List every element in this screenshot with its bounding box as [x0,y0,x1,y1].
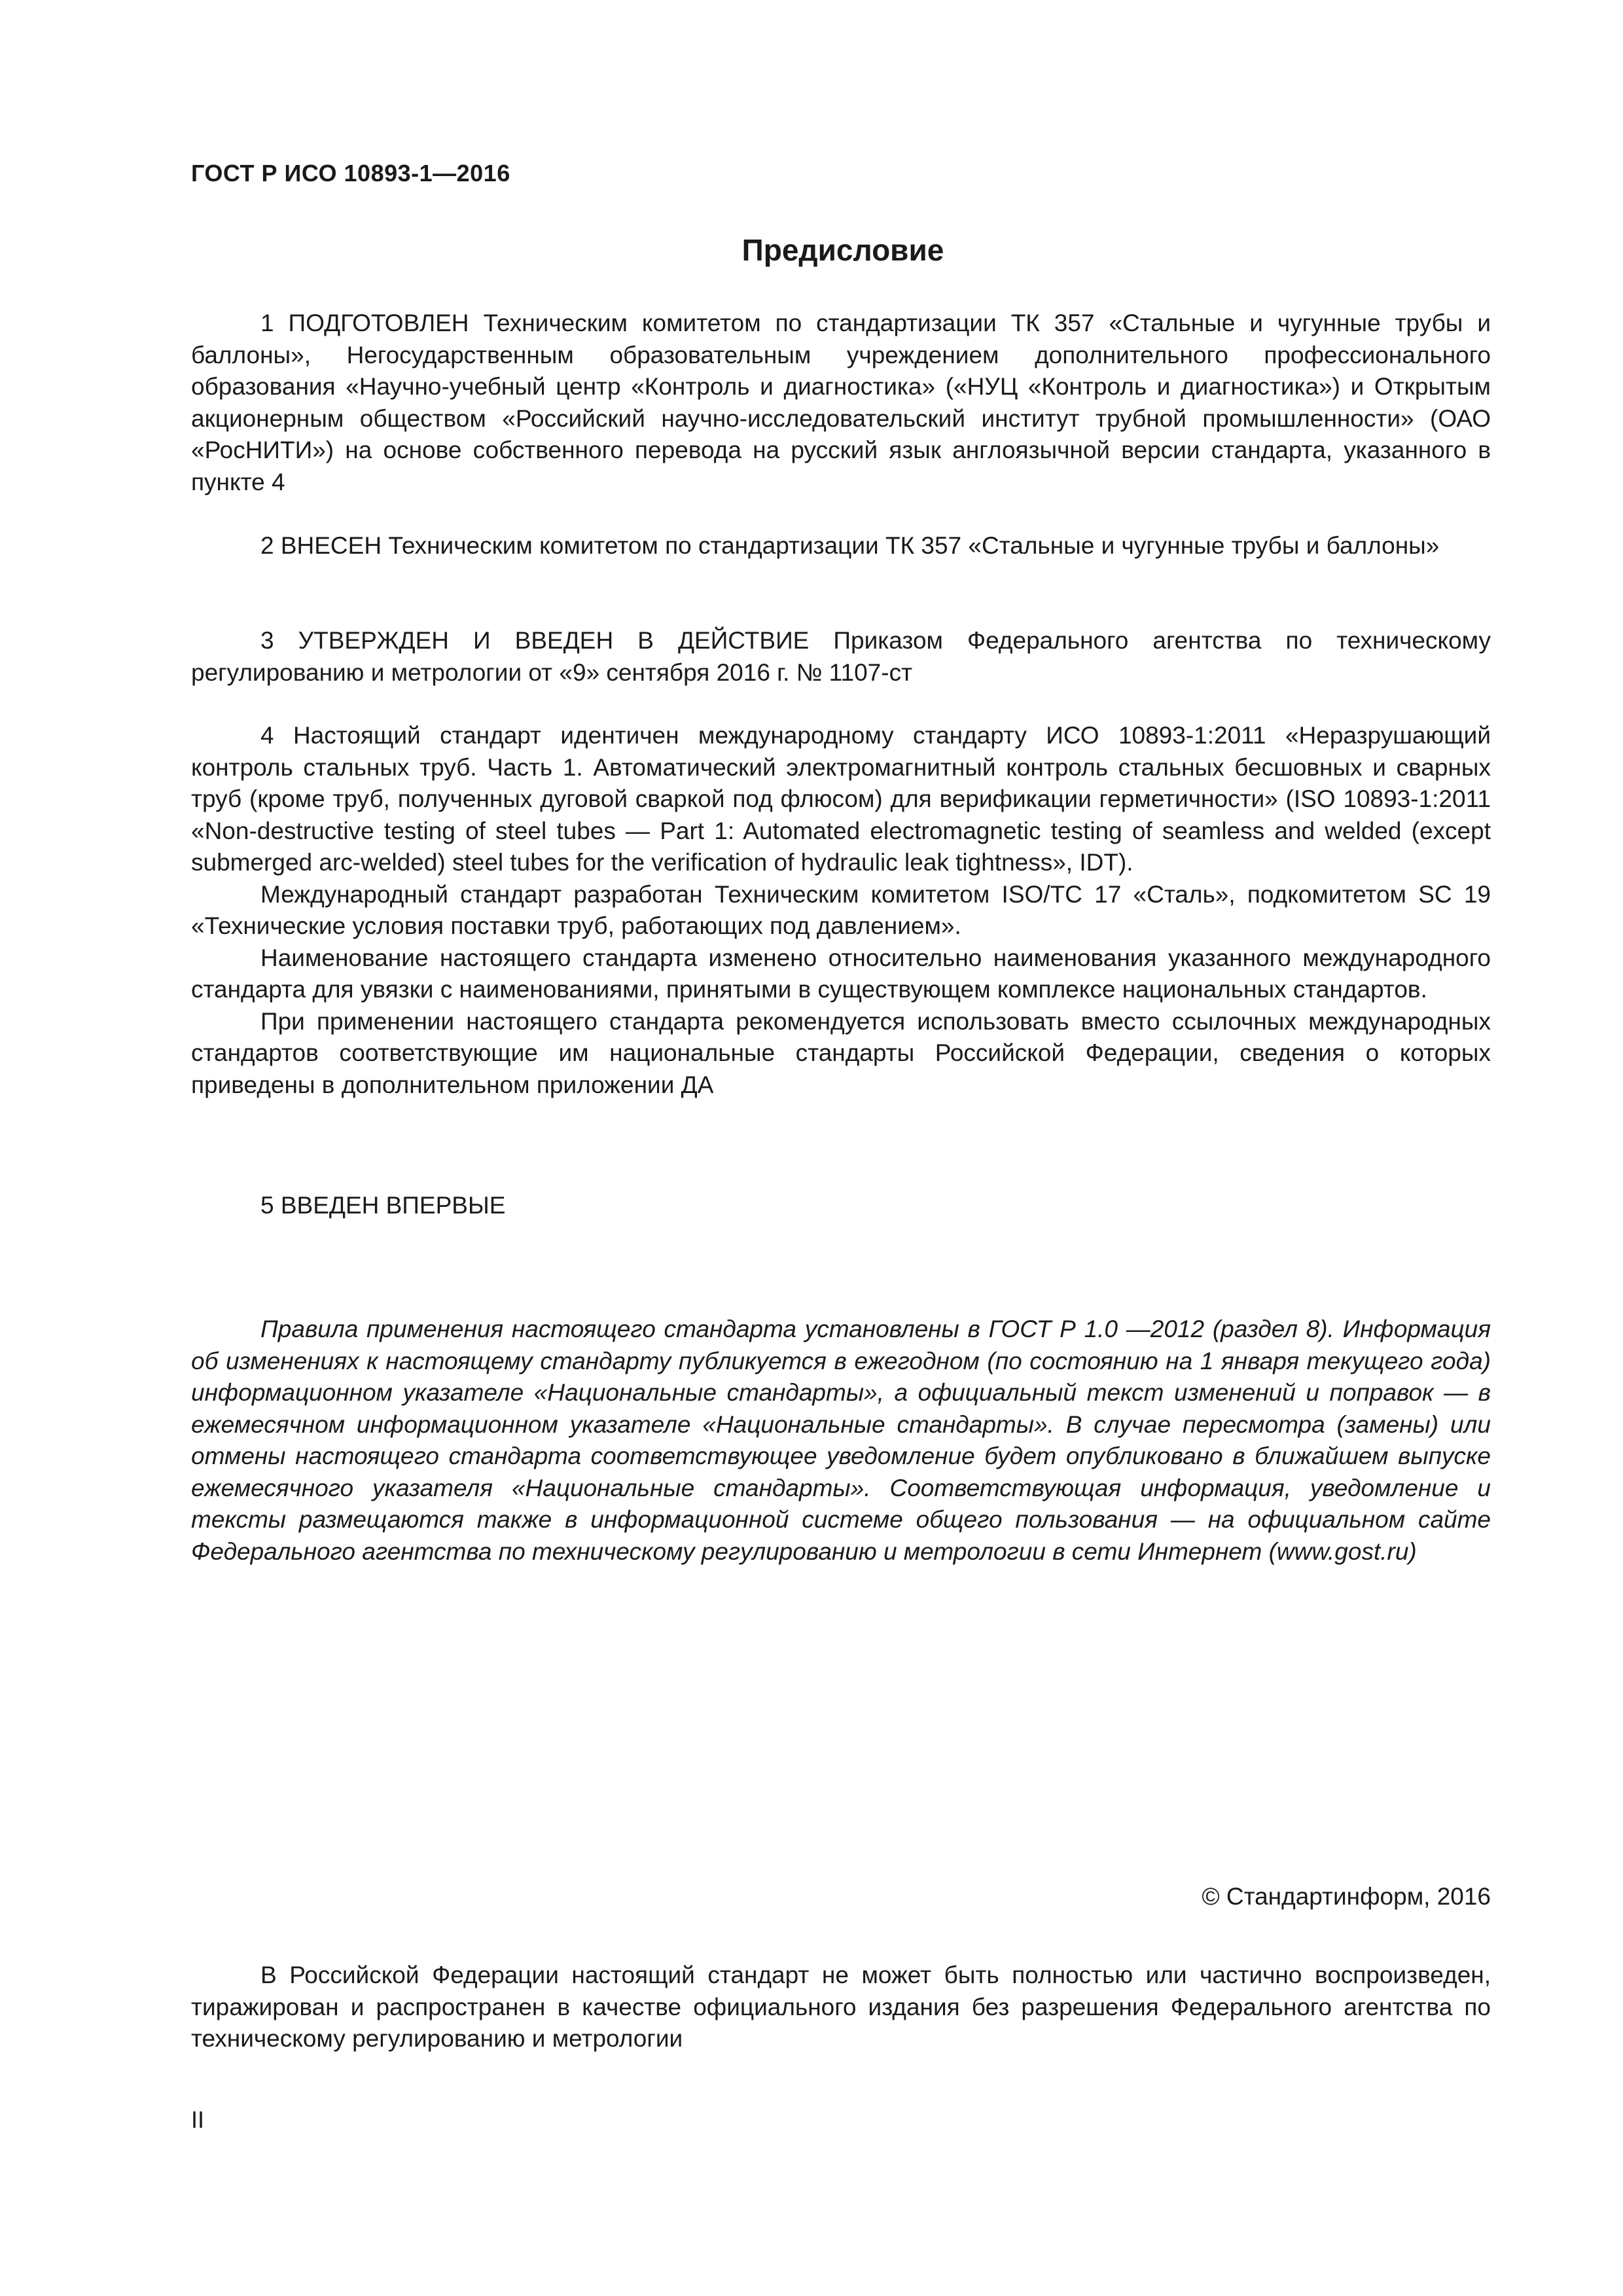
application-notice [191,1314,1491,1568]
section-4 [191,720,1491,1101]
reproduction-notice [191,1960,1491,2055]
reproduction-notice-text: В Российской Федерации настоящий стандарт не может быть полностью или частично воспроизведен, тиражирован и распространен в качестве официального издания без разрешения Федерального агентства по техническому регулированию и метрологии [191,1962,1491,2052]
section-5-text: 5 ВВЕДЕН ВПЕРВЫЕ [260,1192,506,1219]
section-4-paragraph-3: Наименование настоящего стандарта изменено относительно наименования указанного международного стандарта для увязки с наименованиями, принятыми в существующем комплексе национальных стандартов. [191,944,1491,1003]
copyright: © Стандартинформ, 2016 [1202,1883,1491,1910]
section-1-text: 1 ПОДГОТОВЛЕН Техническим комитетом по стандартизации ТК 357 «Стальные и чугунные трубы и баллоны», Негосударственным образовательным учреждением дополнительного профессионального образования «Научно-учебный центр «Контроль и диагностика» («НУЦ «Контроль и диагностика») и Открытым акционерным обществом «Российский научно-исследовательский институт трубной промышленности» (ОАО «РосНИТИ») на основе собственного перевода на русский язык англоязычной версии стандарта, указанного в пункте 4 [191,310,1491,495]
section-2 [191,530,1491,562]
section-4-paragraph-1: 4 Настоящий стандарт идентичен международному стандарту ИСО 10893-1:2011 «Неразрушающий контроль стальных труб. Часть 1. Автоматический электромагнитный контроль стальных бесшовных и сварных труб (кроме труб, полученных дуговой сваркой под флюсом) для верификации герметичности» (ISO 10893-1:2011 «Non-destructive testing of steel tubes — Part 1: Automated electromagnetic testing of seamless and welded (except submerged arc-welded) steel tubes for the verification of hydraulic leak tightness», IDT). [191,722,1491,876]
section-3 [191,625,1491,689]
section-4-paragraph-2: Международный стандарт разработан Техническим комитетом ISO/TC 17 «Сталь», подкомитетом SC 19 «Технические условия поставки труб, работающих под давлением». [191,880,1491,939]
section-2-text: 2 ВНЕСЕН Техническим комитетом по стандартизации ТК 357 «Стальные и чугунные трубы и баллоны» [260,532,1440,559]
page-title: Предисловие [741,233,944,267]
section-1 [191,308,1491,498]
section-4-paragraph-4: При применении настоящего стандарта рекомендуется использовать вместо ссылочных международных стандартов соответствующие им национальные стандарты Российской Федерации, сведения о которых приведены в дополнительном приложении ДА [191,1007,1491,1098]
page-number: II [191,2106,205,2133]
notice-text: Правила применения настоящего стандарта установлены в ГОСТ Р 1.0 —2012 (раздел 8). Информация об изменениях к настоящему стандарту публикуется в ежегодном (по состоянию на 1 января текущего года) информационном указателе «Национальные стандарты», а официальный текст изменений и поправок — в ежемесячном информационном указателе «Национальные стандарты». В случае пересмотра (замены) или отмены настоящего стандарта соответствующее уведомление будет опубликовано в ближайшем выпуске ежемесячного указателя «Национальные стандарты». Соответствующая информация, уведомление и тексты размещаются также в информационной системе общего пользования — на официальном сайте Федерального агентства по техническому регулированию и метрологии в сети Интернет (www.gost.ru) [191,1316,1491,1565]
section-3-text: 3 УТВЕРЖДЕН И ВВЕДЕН В ДЕЙСТВИЕ Приказом Федерального агентства по техническому регулированию и метрологии от «9» сентября 2016 г. № 1107-ст [191,627,1491,686]
section-5 [191,1190,1491,1222]
document-code: ГОСТ Р ИСО 10893-1—2016 [191,160,510,187]
